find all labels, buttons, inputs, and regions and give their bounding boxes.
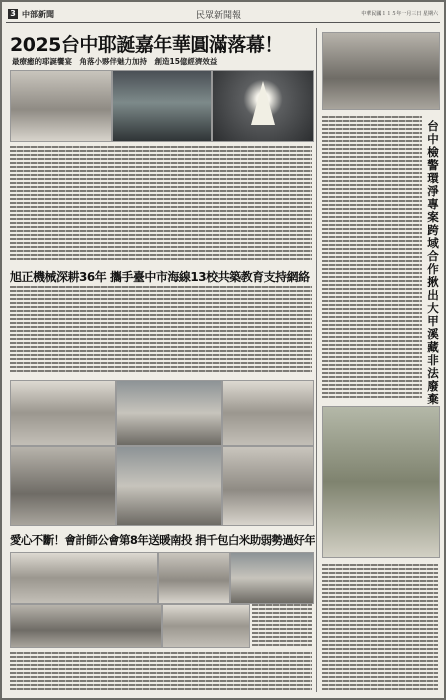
christmas-tree-icon [251, 81, 275, 125]
meeting-photo [10, 604, 162, 648]
certificate-photo [158, 552, 230, 604]
river-dump-photo [322, 406, 440, 558]
group-photo [116, 380, 222, 446]
article-body-christmas [10, 146, 312, 262]
vertical-headline-waste: 台中檢警環淨專案跨域合作 揪出大甲溪藏非法廢棄 [427, 119, 439, 406]
headline-christmas: 2025台中耶誕嘉年華圓滿落幕！ [10, 34, 283, 56]
headline-school: 旭正機械深耕36年 攜手臺中市海線13校共築教育支持網絡 [10, 270, 310, 284]
school-donation-photo [10, 380, 116, 446]
article-body-rice [10, 652, 312, 692]
christmas-tree-photo [212, 70, 314, 142]
caption-text [252, 604, 312, 646]
page-number: 3 [8, 9, 18, 19]
article-body-right [322, 564, 438, 692]
page-header [6, 8, 440, 23]
column-divider [316, 28, 317, 692]
headline-rice-donation: 愛心不斷！會計師公會第8年送暖南投 捐千包白米助弱勢過好年 [10, 533, 316, 547]
christmas-fair-photo [10, 70, 112, 142]
classroom-photo [10, 446, 116, 526]
article-body-school [10, 286, 312, 374]
article-body-waste [322, 116, 422, 398]
handover-photo [162, 604, 250, 648]
issue-date: 中華民國１１５年一月三日 星期六 [361, 11, 438, 17]
outdoor-photo [222, 446, 314, 526]
newspaper-page [2, 2, 444, 698]
christmas-crowd-photo [112, 70, 212, 142]
group-rice-photo [230, 552, 314, 604]
rice-donation-photo [10, 552, 158, 604]
ceremony-photo [222, 380, 314, 446]
subheadline-christmas: 最療癒的耶誕饗宴 角落小夥伴魅力加持 創造15億經濟效益 [12, 57, 218, 66]
masthead: 民眾新聞報 [196, 11, 242, 21]
students-photo [116, 446, 222, 526]
waste-site-photo [322, 32, 440, 110]
section-name: 中部新聞 [22, 10, 54, 19]
